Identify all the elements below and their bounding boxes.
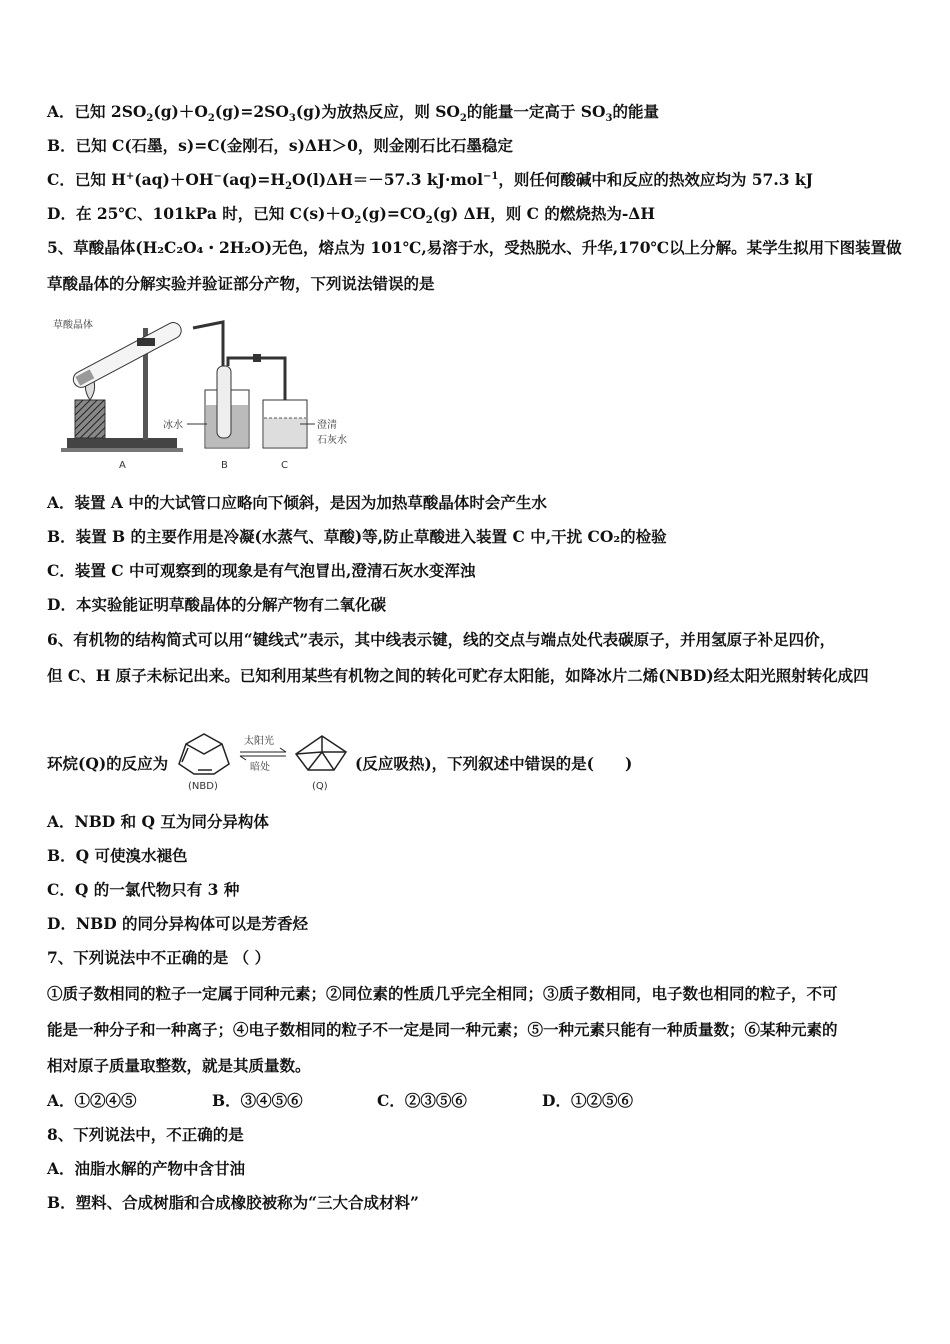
nbd-structure xyxy=(179,734,229,774)
q7-option-d: D．①②⑤⑥ xyxy=(542,1091,633,1110)
q5-stem-line2: 草酸晶体的分解实验并验证部分产物，下列说法错误的是 xyxy=(47,274,435,293)
apparatus-figure xyxy=(45,310,365,475)
label-lime-1: 澄清 xyxy=(317,420,337,431)
q8-stem: 8、下列说法中，不正确的是 xyxy=(47,1125,244,1144)
q8-option-a: A．油脂水解的产物中含甘油 xyxy=(47,1159,246,1178)
q7-option-c: C．②③⑤⑥ xyxy=(377,1091,467,1110)
label-ice: 冰水 xyxy=(163,420,183,431)
q5-option-a: A．装置 A 中的大试管口应略向下倾斜，是因为加热草酸晶体时会产生水 xyxy=(47,493,547,512)
stand-base xyxy=(67,438,177,448)
q4-option-b: B．已知 C(石墨，s)=C(金刚石，s)ΔH＞0，则金刚石比石墨稳定 xyxy=(47,136,513,155)
q7-stem: 7、下列说法中不正确的是 （ ） xyxy=(47,948,271,967)
q4-option-d: D．在 25℃、101kPa 时，已知 $C(s)+O_2(g)=CO_2(g)$ ΔH，则 C 的燃烧热为-ΔH xyxy=(47,204,655,227)
q5-option-c: C．装置 C 中可观察到的现象是有气泡冒出,澄清石灰水变浑浊 xyxy=(47,561,476,580)
label-b: B xyxy=(221,460,228,471)
q7-option-b: B．③④⑤⑥ xyxy=(212,1091,303,1110)
q4-option-c: C．已知 $H^+(aq)+OH^-(aq)=H_2O(l)\Delta H=-57.3$ kJ·mol$^{-1}$，则任何酸碱中和反应的热效应均为 57.3 kJ xyxy=(47,170,813,193)
q7-option-a: A．①②④⑤ xyxy=(47,1091,137,1110)
q7-body-line1: ①质子数相同的粒子一定属于同种元素；②同位素的性质几乎完全相同；③质子数相同，电子数也相同的粒子，不可 xyxy=(47,984,838,1003)
label-q: (Q) xyxy=(312,781,328,792)
q7-body-line3: 相对原子质量取整数，就是其质量数。 xyxy=(47,1056,311,1075)
test-tube-b xyxy=(217,366,231,438)
nbd-reaction-figure xyxy=(174,722,352,794)
label-dark: 暗处 xyxy=(250,762,270,773)
q4-option-a: A．已知 $2SO_2(g)+O_2(g)=2SO_3(g)$为放热反应，则 $SO_2$的能量一定高于 $SO_3$的能量 xyxy=(47,102,659,125)
q5-option-b: B．装置 B 的主要作用是冷凝(水蒸气、草酸)等,防止草酸进入装置 C 中,干扰 CO₂的检验 xyxy=(47,527,667,546)
label-lime-2: 石灰水 xyxy=(317,435,347,446)
label-a: A xyxy=(119,460,126,471)
label-crystal: 草酸晶体 xyxy=(53,320,93,331)
q6-stem-line3-post: (反应吸热)，下列叙述中错误的是( ) xyxy=(355,754,633,773)
q6-option-d: D．NBD 的同分异构体可以是芳香烃 xyxy=(47,914,309,933)
label-sunlight: 太阳光 xyxy=(244,736,274,747)
q5-stem-line1: 5、草酸晶体(H₂C₂O₄・2H₂O)无色，熔点为 101℃,易溶于水，受热脱水、升华,170℃以上分解。某学生拟用下图装置做 xyxy=(47,238,902,257)
q6-stem-line1: 6、有机物的结构简式可以用“键线式”表示，其中线表示键，线的交点与端点处代表碳原子，并用氢原子补足四价， xyxy=(47,630,836,649)
q5-option-d: D．本实验能证明草酸晶体的分解产物有二氧化碳 xyxy=(47,595,386,614)
label-c: C xyxy=(281,460,288,471)
q6-option-c: C．Q 的一氯代物只有 3 种 xyxy=(47,880,240,899)
q6-option-a: A．NBD 和 Q 互为同分异构体 xyxy=(47,812,269,831)
q-structure xyxy=(296,736,346,770)
label-nbd: (NBD) xyxy=(188,781,218,792)
q7-body-line2: 能是一种分子和一种离子；④电子数相同的粒子不一定是同一种元素；⑤一种元素只能有一种质量数；⑥某种元素的 xyxy=(47,1020,838,1039)
q6-stem-line2: 但 C、H 原子未标记出来。已知利用某些有机物之间的转化可贮存太阳能，如降冰片二烯(NBD)经太阳光照射转化成四 xyxy=(47,666,869,685)
q6-stem-line3-pre: 环烷(Q)的反应为 xyxy=(47,754,169,773)
q8-option-b: B．塑料、合成树脂和合成橡胶被称为“三大合成材料” xyxy=(47,1193,419,1212)
q6-option-b: B．Q 可使溴水褪色 xyxy=(47,846,188,865)
